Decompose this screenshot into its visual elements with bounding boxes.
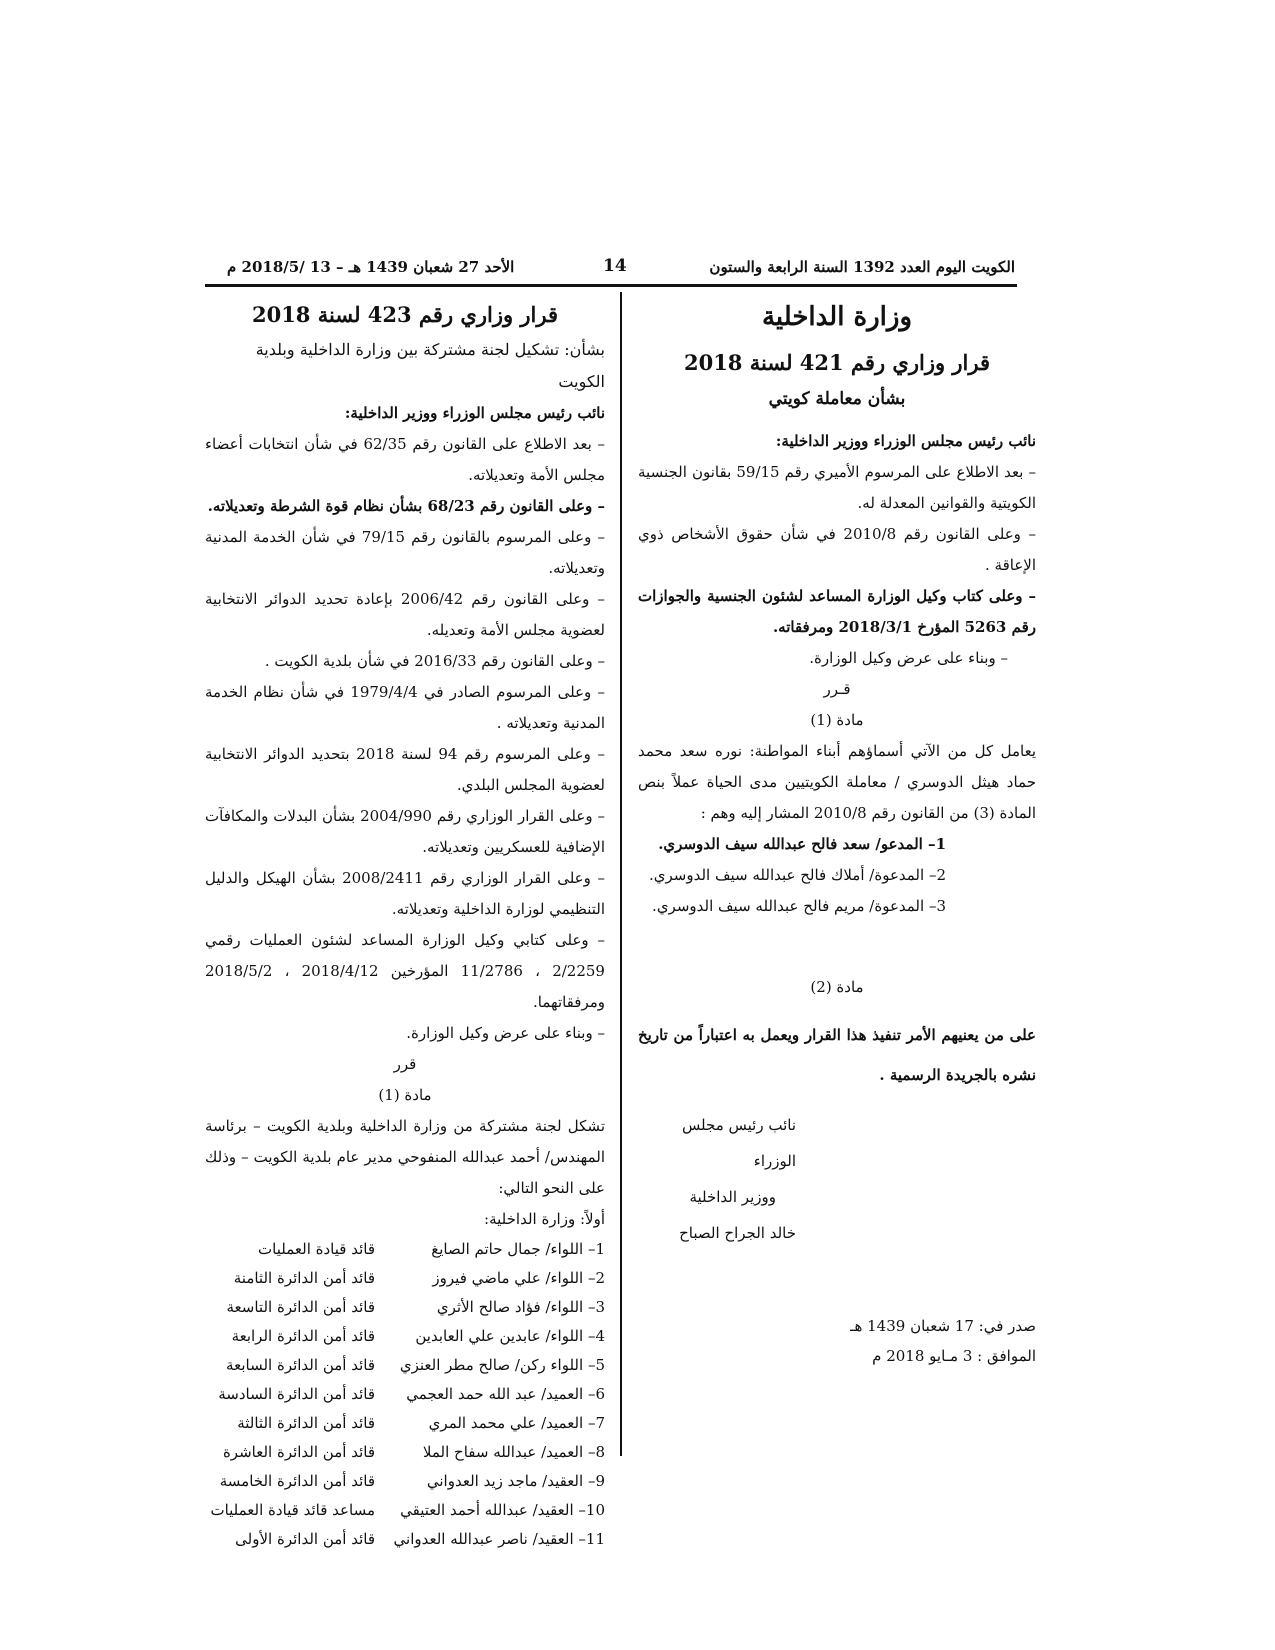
article-text: على من يعنيهم الأمر تنفيذ هذا القرار ويعمل به اعتباراً من تاريخ نشره بالجريدة الرسمية . — [638, 1026, 1036, 1084]
recital: – وعلى كتاب وكيل الوزارة المساعد لشئون الجنسية والجوازات رقم 5263 المؤرخ 2018/3/1 ومرفقاته. — [638, 587, 1036, 636]
person-item: 2– المدعوة/ أملاك فالح عبدالله سيف الدوسري. — [649, 866, 946, 884]
decided-heading: قرر — [393, 1055, 417, 1073]
member-row — [205, 1409, 605, 1438]
issuer: نائب رئيس مجلس الوزراء ووزير الداخلية: — [775, 432, 1036, 450]
member-row — [205, 1264, 605, 1293]
decision-title: قرار وزاري رقم 423 لسنة 2018 — [251, 302, 559, 327]
signature-line: خالد الجراح الصباح — [679, 1224, 796, 1242]
member-row — [205, 1525, 605, 1554]
member-name: 6– العميد/ عبد الله حمد العجمي — [406, 1385, 605, 1403]
gazette-issue: الكويت اليوم العدد 1392 السنة الرابعة والستون — [709, 258, 1015, 276]
member-row — [205, 1380, 605, 1409]
member-name: 8– العميد/ عبدالله سفاح الملا — [422, 1443, 605, 1461]
recital: – وعلى المرسوم الصادر في 1979/4/4 في شأن نظام الخدمة المدنية وتعديلاته . — [205, 683, 605, 732]
article-label: مادة (1) — [378, 1086, 432, 1104]
member-name: 3– اللواء/ فؤاد صالح الأثري — [436, 1298, 605, 1316]
recital: – وبناء على عرض وكيل الوزارة. — [406, 1024, 605, 1042]
recital: – وعلى القرار الوزاري رقم 2008/2411 بشأن الهيكل والدليل التنظيمي لوزارة الداخلية وتعديلاته. — [205, 869, 605, 918]
recital: – وعلى المرسوم بالقانون رقم 79/15 في شأن الخدمة المدنية وتعديلاته. — [205, 528, 606, 577]
issued-date: صدر في: 17 شعبان 1439 هـ — [850, 1317, 1036, 1335]
decision-421 — [638, 296, 1036, 1371]
article-text: تشكل لجنة مشتركة من وزارة الداخلية وبلدية الكويت – برئاسة المهندس/ أحمد عبدالله المنفوحي مدير عام بلدية الكويت – وذلك على النحو التالي: — [205, 1117, 605, 1197]
article-label: مادة (2) — [810, 978, 864, 996]
member-name: 1– اللواء/ جمال حاتم الصايغ — [431, 1240, 605, 1258]
issue-date: الأحد 27 شعبان 1439 هـ – 13 /2018/5 م — [227, 258, 515, 276]
member-role: قائد أمن الدائرة السادسة — [218, 1385, 375, 1403]
member-name: 11– العقيد/ ناصر عبدالله العدواني — [393, 1530, 605, 1548]
signature-line: نائب رئيس مجلس الوزراء — [681, 1116, 796, 1170]
member-role: مساعد قائد قيادة العمليات — [210, 1501, 375, 1519]
member-row — [205, 1322, 605, 1351]
member-name: 4– اللواء/ عابدين علي العابدين — [415, 1327, 605, 1345]
recital: – وبناء على عرض وكيل الوزارة. — [809, 649, 1008, 667]
member-name: 7– العميد/ علي محمد المري — [428, 1414, 605, 1432]
recital: – بعد الاطلاع على القانون رقم 62/35 في شأن انتخابات أعضاء مجلس الأمة وتعديلاته. — [205, 435, 606, 484]
signature-line: ووزير الداخلية — [689, 1188, 776, 1206]
member-role: قائد أمن الدائرة التاسعة — [226, 1298, 375, 1316]
issuer: نائب رئيس مجلس الوزراء ووزير الداخلية: — [344, 404, 605, 422]
decision-423 — [205, 296, 605, 1554]
member-role: قائد أمن الدائرة الثالثة — [237, 1414, 375, 1432]
recital: – وعلى كتابي وكيل الوزارة المساعد لشئون العمليات رقمي 2/2259 ، 11/2786 المؤرخين 2018/4/12 ، 2018/5/2 ومرفقاتهما. — [205, 931, 605, 1011]
member-role: قائد أمن الدائرة السابعة — [226, 1356, 375, 1374]
section-label: أولاً: وزارة الداخلية: — [484, 1210, 605, 1228]
recital: – وعلى القانون رقم 2006/42 بإعادة تحديد الدوائر الانتخابية لعضوية مجلس الأمة وتعديله. — [205, 590, 605, 639]
person-item: 3– المدعوة/ مريم فالح عبدالله سيف الدوسري. — [652, 897, 946, 915]
member-role: قائد قيادة العمليات — [258, 1240, 375, 1258]
corresponding-date: الموافق : 3 مـايو 2018 م — [872, 1347, 1036, 1365]
signature-block — [638, 1107, 796, 1251]
member-name: 5– اللواء ركن/ صالح مطر العنزي — [399, 1356, 605, 1374]
person-item: 1– المدعو/ سعد فالح عبدالله سيف الدوسري. — [658, 835, 946, 853]
decision-subject: بشأن معاملة كويتي — [768, 389, 906, 409]
article-text: يعامل كل من الآتي أسماؤهم أبناء المواطنة: نوره سعد محمد حماد هيثل الدوسري / معاملة الكويتيين مدى الحياة عملاً بنص المادة (3) من القانون رقم 2010/8 المشار إليه وهم : — [638, 742, 1036, 822]
member-role: قائد أمن الدائرة الأولى — [235, 1530, 375, 1548]
member-row — [205, 1467, 605, 1496]
member-role: قائد أمن الدائرة الخامسة — [219, 1472, 375, 1490]
member-row — [205, 1235, 605, 1264]
article-label: مادة (1) — [810, 711, 864, 729]
member-row — [205, 1351, 605, 1380]
recital: – وعلى القانون رقم 2010/8 في شأن حقوق الأشخاص ذوي الإعاقة . — [638, 525, 1036, 574]
member-role: قائد أمن الدائرة الثامنة — [233, 1269, 375, 1287]
decision-subject: بشأن: تشكيل لجنة مشتركة بين وزارة الداخلية وبلدية الكويت — [255, 340, 605, 391]
member-role: قائد أمن الدائرة الرابعة — [231, 1327, 375, 1345]
page-number: 14 — [603, 256, 627, 276]
header-rule — [205, 284, 1017, 287]
issue-info — [638, 1311, 1036, 1371]
recital: – وعلى القانون رقم 2016/33 في شأن بلدية الكويت . — [264, 652, 605, 670]
recital: – وعلى المرسوم رقم 94 لسنة 2018 بتحديد الدوائر الانتخابية لعضوية المجلس البلدي. — [205, 745, 605, 794]
member-role: قائد أمن الدائرة العاشرة — [222, 1443, 375, 1461]
recital: – وعلى القانون رقم 68/23 بشأن نظام قوة الشرطة وتعديلاته. — [207, 497, 605, 515]
member-name: 2– اللواء/ علي ماضي فيروز — [432, 1269, 605, 1287]
member-name: 9– العقيد/ ماجد زيد العدواني — [426, 1472, 605, 1490]
recital: – وعلى القرار الوزاري رقم 2004/990 بشأن البدلات والمكافآت الإضافية للعسكريين وتعديلاته. — [205, 807, 605, 856]
member-name: 10– العقيد/ عبدالله أحمد العتيقي — [400, 1501, 605, 1519]
column-divider — [620, 292, 622, 1456]
recital: – بعد الاطلاع على المرسوم الأميري رقم 59/15 بقانون الجنسية الكويتية والقوانين المعدلة له. — [638, 463, 1036, 512]
member-row — [205, 1438, 605, 1467]
decided-heading: قـرر — [823, 680, 851, 698]
member-row — [205, 1496, 605, 1525]
member-row — [205, 1293, 605, 1322]
ministry-heading: وزارة الداخلية — [761, 302, 913, 332]
decision-title: قرار وزاري رقم 421 لسنة 2018 — [683, 350, 991, 375]
